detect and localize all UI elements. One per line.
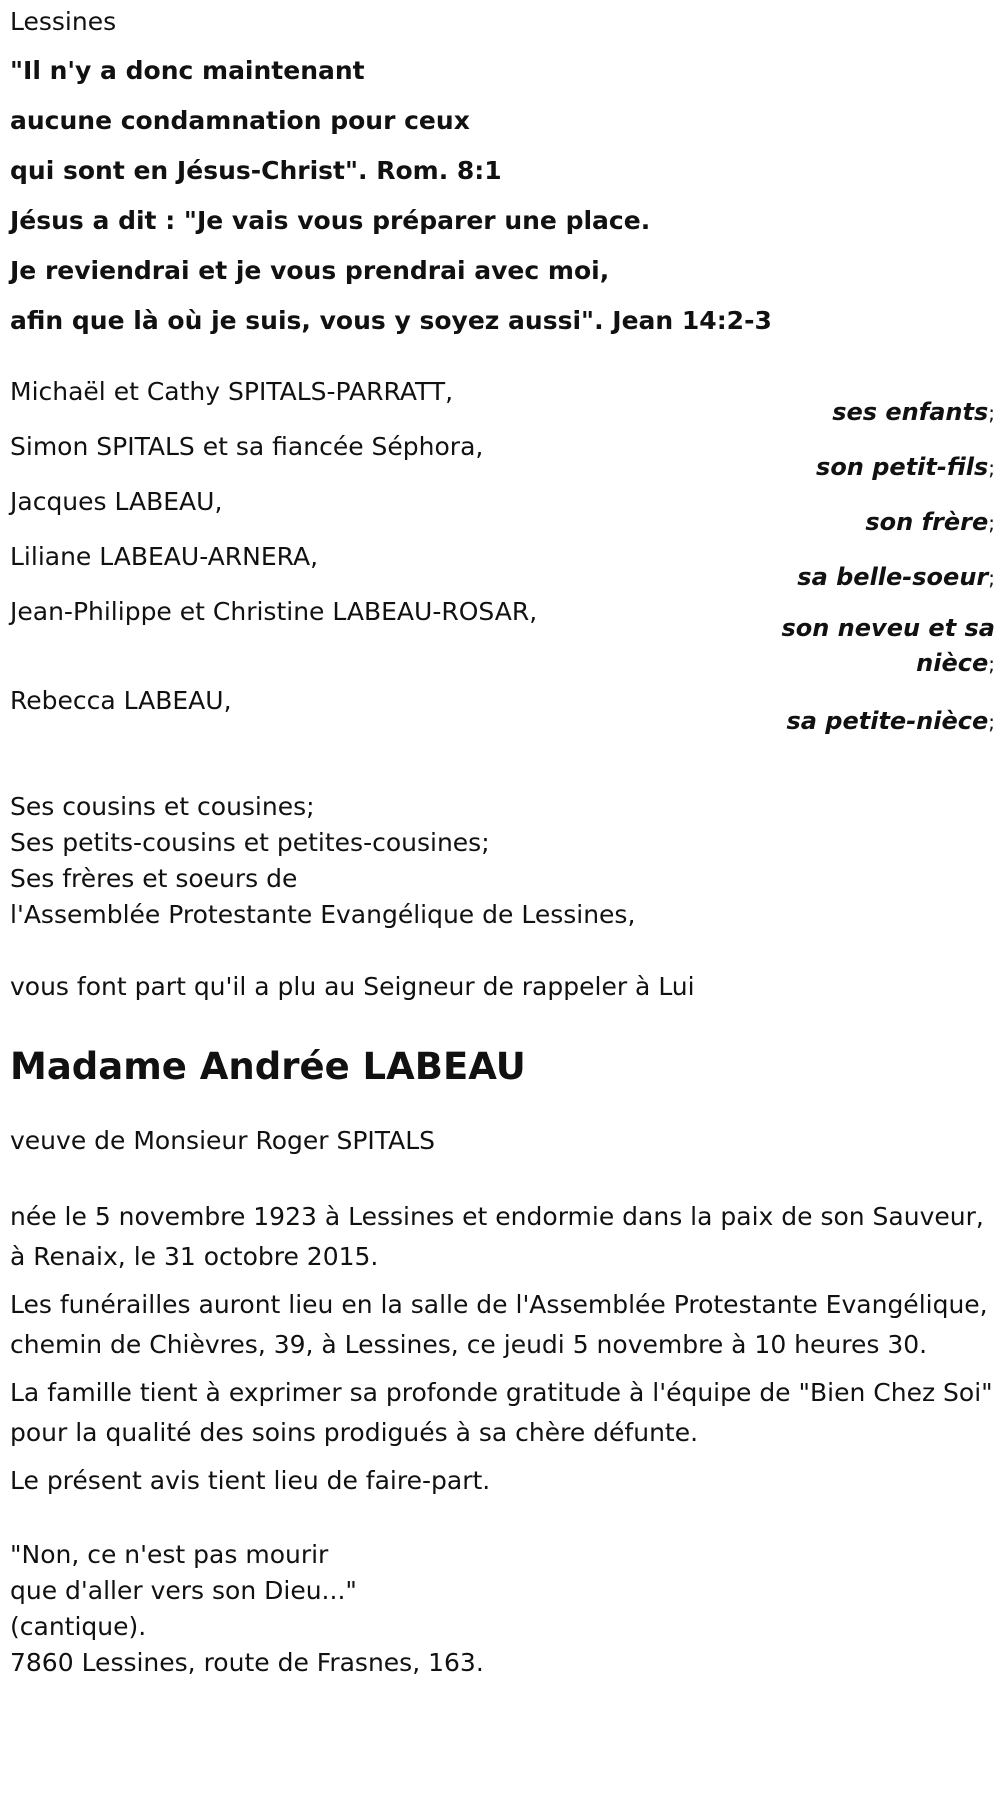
relatives-line: Ses frères et soeurs de (10, 864, 298, 893)
family-member-name: Simon SPITALS et sa fiancée Séphora, (10, 432, 484, 461)
announcement: vous font part qu'il a plu au Seigneur de rappeler à Lui (10, 972, 695, 1001)
verse-line: qui sont en Jésus-Christ". Rom. 8:1 (10, 156, 502, 185)
gratitude: La famille tient à exprimer sa profonde gratitude à l'équipe de "Bien Chez Soi" pour la qualité des soins prodigués à sa chère défunte. (10, 1378, 993, 1447)
relatives-line: Ses petits-cousins et petites-cousines; (10, 828, 490, 857)
family-member-name: Jacques LABEAU, (10, 487, 223, 516)
family-member-relation: sa belle-soeur; (797, 563, 995, 591)
family-member-relation: son neveu et sa nièce; (781, 614, 995, 677)
deceased-name: Madame Andrée LABEAU (10, 1045, 526, 1088)
closing-line: que d'aller vers son Dieu..." (10, 1576, 357, 1605)
bible-verse (10, 46, 995, 346)
place: Lessines (10, 7, 117, 36)
family-member-name: Michaël et Cathy SPITALS-PARRATT, (10, 377, 454, 406)
funeral-details: Les funérailles auront lieu en la salle de l'Assemblée Protestante Evangélique, chemin de Chièvres, 39, à Lessines, ce jeudi 5 novembre à 10 heures 30. (10, 1290, 988, 1359)
verse-line: Jésus a dit : "Je vais vous préparer une place. (10, 206, 651, 235)
family-list (10, 374, 995, 789)
address: 7860 Lessines, route de Frasnes, 163. (10, 1648, 484, 1677)
verse-line: afin que là où je suis, vous y soyez aussi". Jean 14:2-3 (10, 306, 772, 335)
closing-quote (10, 1537, 995, 1681)
family-member-name: Rebecca LABEAU, (10, 686, 232, 715)
widow-of: veuve de Monsieur Roger SPITALS (10, 1126, 436, 1155)
verse-line: aucune condamnation pour ceux (10, 106, 470, 135)
family-member-name: Jean-Philippe et Christine LABEAU-ROSAR, (10, 597, 538, 626)
closing-line: "Non, ce n'est pas mourir (10, 1540, 329, 1569)
notice: Le présent avis tient lieu de faire-part. (10, 1466, 491, 1495)
family-member-relation: son frère; (865, 508, 995, 536)
verse-line: Je reviendrai et je vous prendrai avec moi, (10, 256, 610, 285)
verse-line: "Il n'y a donc maintenant (10, 56, 365, 85)
other-relatives (10, 789, 995, 933)
closing-line: (cantique). (10, 1612, 147, 1641)
family-member-name: Liliane LABEAU-ARNERA, (10, 542, 319, 571)
family-member-relation: son petit-fils; (816, 453, 995, 481)
relatives-line: l'Assemblée Protestante Evangélique de Lessines, (10, 900, 636, 929)
birth-death: née le 5 novembre 1923 à Lessines et endormie dans la paix de son Sauveur, à Renaix, le 31 octobre 2015. (10, 1202, 984, 1271)
family-member-relation: sa petite-nièce; (786, 707, 995, 735)
relatives-line: Ses cousins et cousines; (10, 792, 315, 821)
obituary-page (10, 0, 995, 1681)
family-member-relation: ses enfants; (832, 398, 995, 426)
